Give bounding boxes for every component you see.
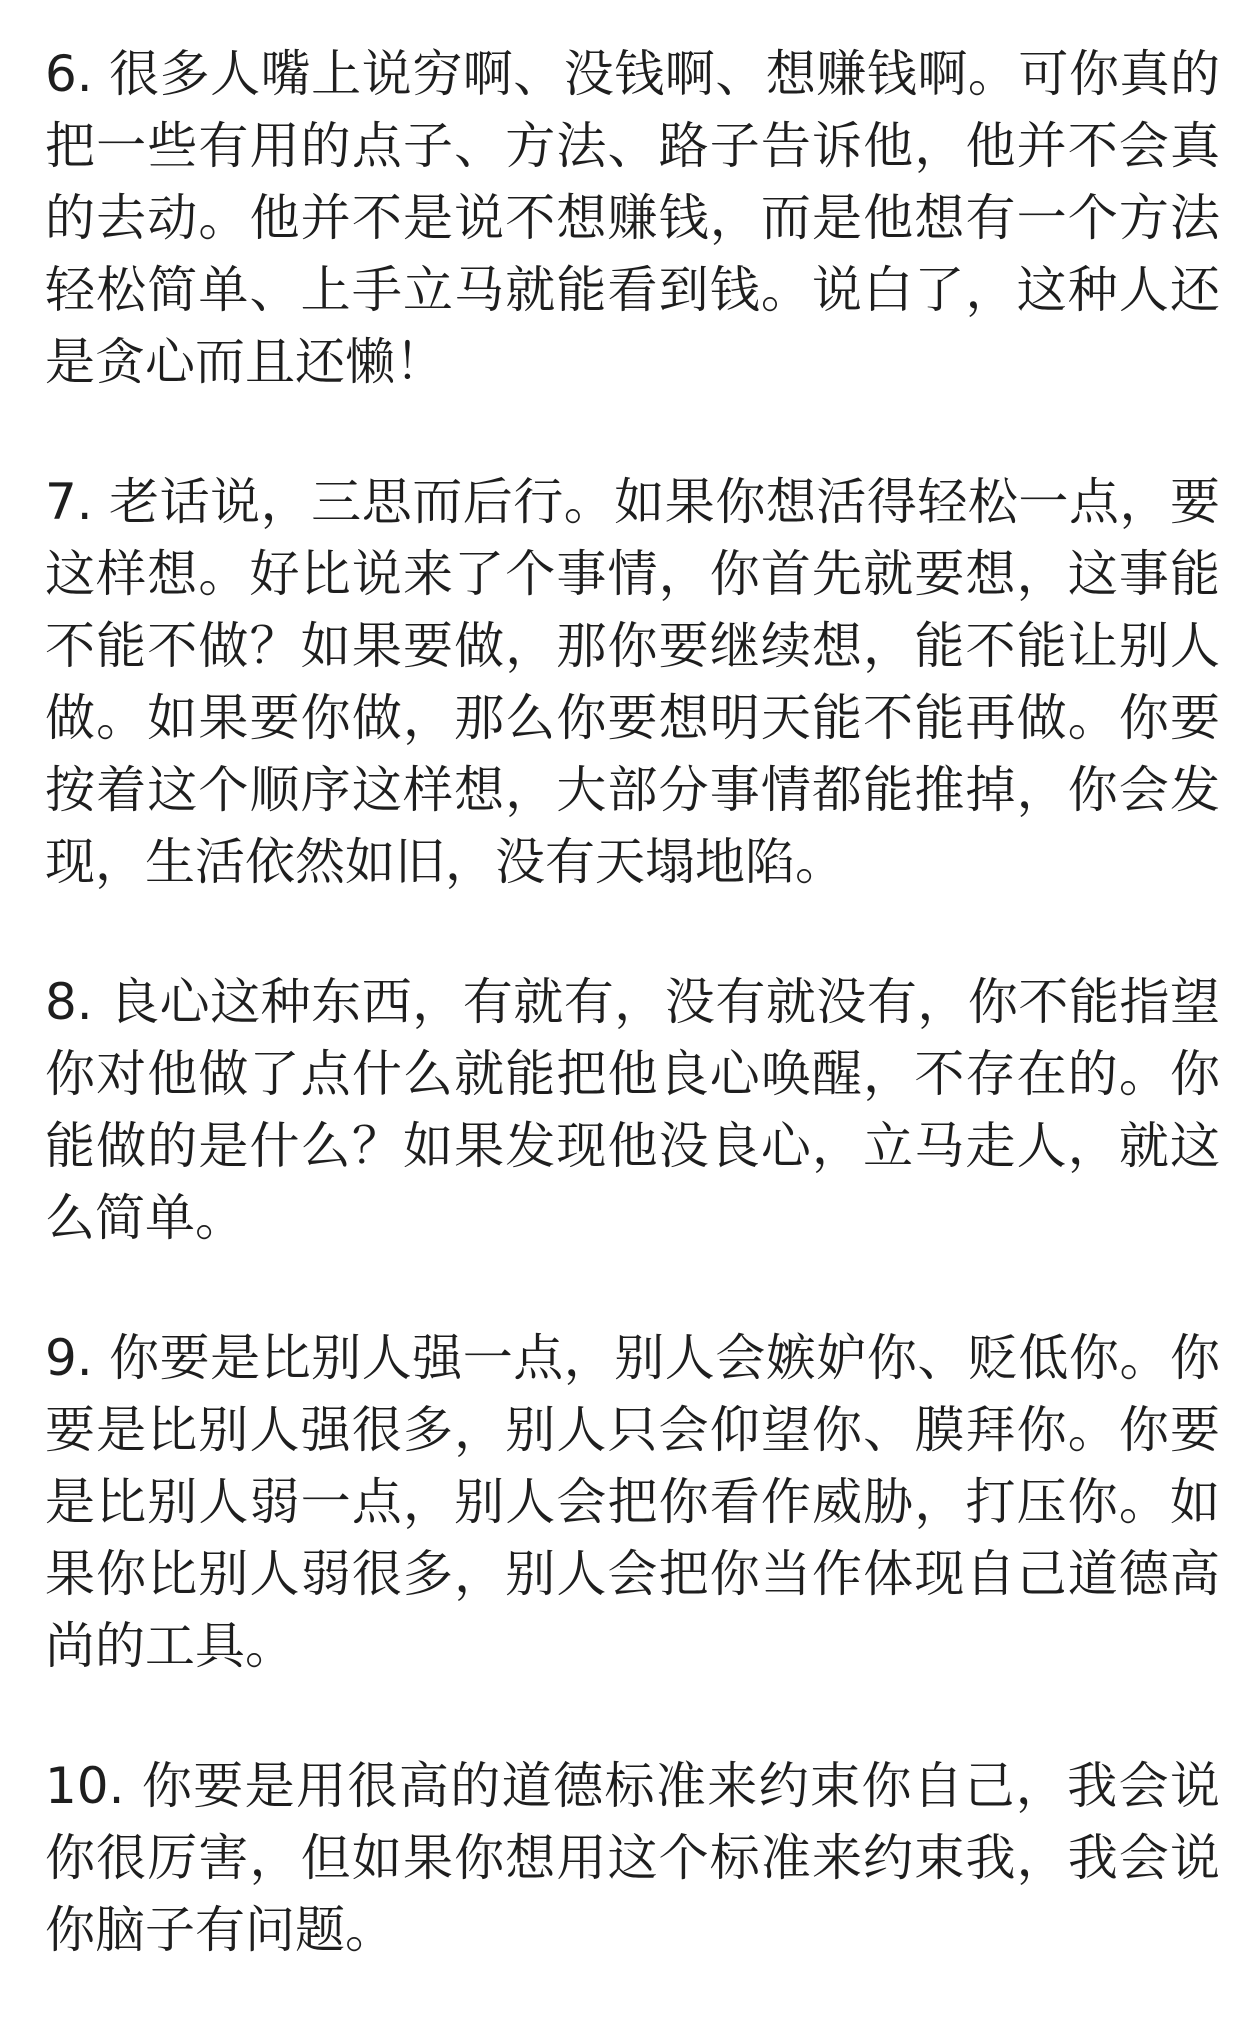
paragraph-6: 6. 很多人嘴上说穷啊、没钱啊、想赚钱啊。可你真的把一些有用的点子、方法、路子告诉他，他并不会真的去动。他并不是说不想赚钱，而是他想有一个方法轻松简单、上手立马就能看到钱。说白了，这种人还是贪心而且还懒！: [45, 45, 1220, 391]
article-body: [45, 38, 1220, 2034]
paragraph-7: 7. 老话说，三思而后行。如果你想活得轻松一点，要这样想。好比说来了个事情，你首先就要想，这事能不能不做？如果要做，那你要继续想，能不能让别人做。如果要你做，那么你要想明天能不能再做。你要按着这个顺序这样想，大部分事情都能推掉，你会发现，生活依然如旧，没有天塌地陷。: [45, 473, 1220, 891]
paragraph-10: 10. 你要是用很高的道德标准来约束你自己，我会说你很厉害，但如果你想用这个标准来约束我，我会说你脑子有问题。: [45, 1757, 1220, 1959]
paragraph-9: 9. 你要是比别人强一点，别人会嫉妒你、贬低你。你要是比别人强很多，别人只会仰望你、膜拜你。你要是比别人弱一点，别人会把你看作威胁，打压你。如果你比别人弱很多，别人会把你当作体现自己道德高尚的工具。: [45, 1329, 1220, 1675]
paragraph-8: 8. 良心这种东西，有就有，没有就没有，你不能指望你对他做了点什么就能把他良心唤醒，不存在的。你能做的是什么？如果发现他没良心，立马走人，就这么简单。: [45, 973, 1220, 1247]
